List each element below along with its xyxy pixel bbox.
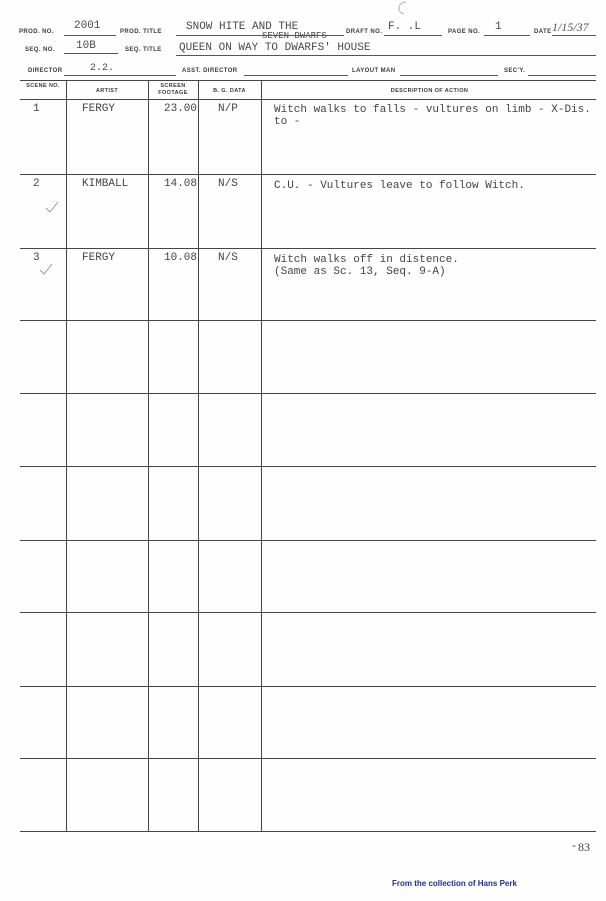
draft-no-value: F. .L — [388, 21, 422, 33]
col-divider-4 — [261, 80, 262, 831]
col-divider-2 — [148, 80, 149, 831]
col-divider-1 — [66, 80, 67, 831]
prod-no-label: PROD. NO. — [19, 29, 54, 35]
row-rule-2 — [20, 248, 596, 249]
seq-no-underline — [64, 53, 118, 54]
seq-title-value: QUEEN ON WAY TO DWARFS' HOUSE — [179, 42, 371, 54]
row3-scene-no: 3 — [33, 252, 40, 264]
col-head-screen-footage: SCREEN FOOTAGE — [158, 83, 188, 96]
row-rule-6 — [20, 540, 596, 541]
row1-description: Witch walks to falls - vultures on limb - X-Dis. to - — [274, 104, 591, 128]
prod-no-underline — [64, 35, 116, 36]
seq-no-label: SEQ. NO. — [25, 47, 55, 53]
col-divider-3 — [198, 80, 199, 831]
punch-hole-mark — [392, 0, 410, 16]
layout-man-label: LAYOUT MAN — [352, 68, 396, 74]
row3-bg-data: N/S — [218, 252, 238, 264]
page-no-value: 1 — [495, 21, 502, 33]
table-top-rule — [20, 80, 596, 81]
date-label: DATE — [534, 29, 552, 35]
page-no-label: PAGE NO. — [448, 29, 481, 35]
col-head-bg-data: B. G. DATA — [213, 88, 246, 94]
row-rule-1 — [20, 174, 596, 175]
asst-director-underline — [244, 75, 348, 76]
row2-artist: KIMBALL — [82, 178, 129, 190]
row-rule-9 — [20, 758, 596, 759]
page-stamp: 83 — [578, 840, 590, 854]
row2-footage: 14.08 — [164, 178, 198, 190]
page-no-underline — [484, 35, 530, 36]
row2-scene-no: 2 — [33, 178, 40, 190]
row-rule-7 — [20, 612, 596, 613]
row-rule-8 — [20, 686, 596, 687]
secy-label: SEC'Y. — [504, 68, 526, 74]
row3-artist: FERGY — [82, 252, 116, 264]
asst-director-label: ASST. DIRECTOR — [182, 68, 238, 74]
seq-title-label: SEQ. TITLE — [125, 47, 162, 53]
row-rule-4 — [20, 393, 596, 394]
seq-title-underline — [176, 55, 596, 56]
layout-man-underline — [400, 75, 498, 76]
prod-title-line2: SEVEN DWARFS — [262, 31, 327, 41]
secy-underline — [528, 75, 596, 76]
draft-no-underline — [384, 35, 442, 36]
row1-footage: 23.00 — [164, 103, 198, 115]
col-head-artist: ARTIST — [95, 88, 119, 94]
table-header-rule — [20, 99, 596, 100]
row3-description: Witch walks off in distence. (Same as Sc. 13, Seq. 9-A) — [274, 254, 459, 278]
col-head-description: DESCRIPTION OF ACTION — [390, 88, 469, 94]
row-rule-5 — [20, 466, 596, 467]
row-rule-3 — [20, 320, 596, 321]
row1-scene-no: 1 — [33, 103, 40, 115]
collection-credit: From the collection of Hans Perk — [392, 879, 517, 888]
row2-bg-data: N/S — [218, 178, 238, 190]
prod-title-underline — [176, 35, 344, 36]
date-value: 1/15/37 — [552, 20, 589, 34]
table-bottom-rule — [20, 831, 596, 832]
row3-footage: 10.08 — [164, 252, 198, 264]
check-mark-icon — [44, 200, 60, 214]
date-underline — [552, 35, 596, 36]
row2-description: C.U. - Vultures leave to follow Witch. — [274, 180, 525, 192]
prod-title-line1: SNOW HITE AND THE — [186, 21, 299, 33]
col-head-scene-no: SCENE NO. — [26, 83, 60, 89]
row1-bg-data: N/P — [218, 103, 238, 115]
director-underline — [64, 75, 176, 76]
seq-no-value: 10B — [76, 40, 96, 52]
director-label: DIRECTOR — [28, 68, 63, 74]
check-mark-icon — [38, 262, 54, 276]
page-stamp-dash: - — [572, 838, 576, 852]
draft-no-label: DRAFT NO. — [346, 29, 383, 35]
row1-artist: FERGY — [82, 103, 116, 115]
prod-no-value: 2001 — [74, 20, 101, 32]
prod-title-label: PROD. TITLE — [120, 29, 162, 35]
director-value: 2.2. — [90, 63, 115, 74]
